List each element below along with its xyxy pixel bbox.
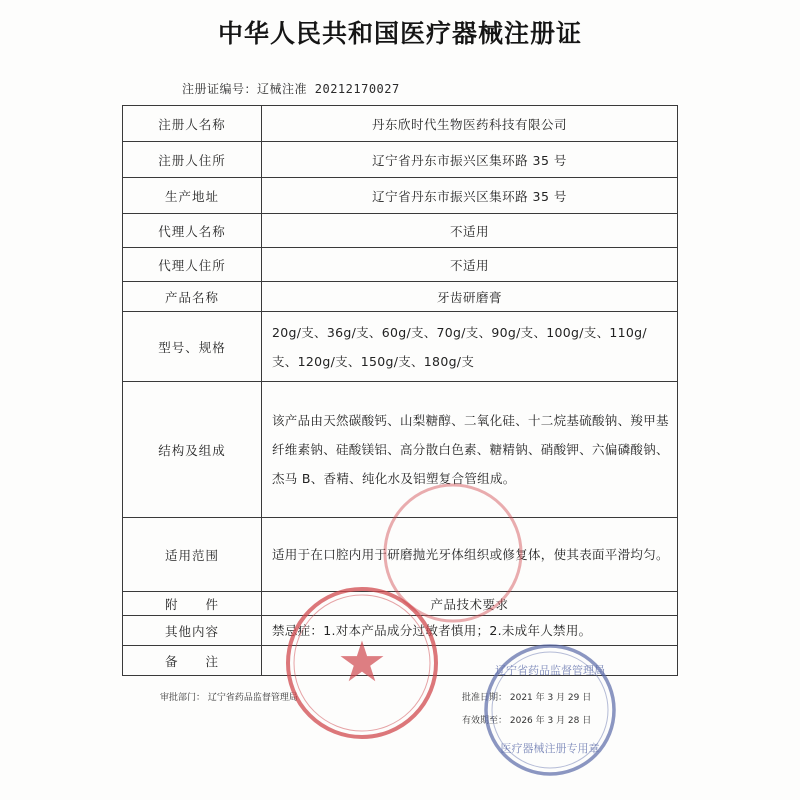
registration-number-label: 注册证编号： <box>182 82 258 96</box>
field-label: 适用范围 <box>123 518 262 592</box>
field-label: 型号、规格 <box>123 312 262 382</box>
table-row <box>123 248 678 282</box>
approval-department: 审批部门： 辽宁省药品监督管理局 <box>160 693 298 703</box>
table-row <box>123 214 678 248</box>
valid-until-date: 有效期至： 2026 年 3 月 28 日 <box>462 716 592 726</box>
field-label: 附 件 <box>123 592 262 616</box>
field-label: 结构及组成 <box>123 382 262 518</box>
document-title: 中华人民共和国医疗器械注册证 <box>217 19 582 48</box>
table-row <box>123 106 678 142</box>
field-value: 20g/支、36g/支、60g/支、70g/支、90g/支、100g/支、110g/支、120g/支、150g/支、180g/支 <box>262 312 678 382</box>
field-value: 辽宁省丹东市振兴区集环路 35 号 <box>262 142 678 178</box>
table-row <box>123 312 678 382</box>
field-value: 该产品由天然碳酸钙、山梨糖醇、二氧化硅、十二烷基硫酸钠、羧甲基纤维素钠、硅酸镁铝、高分散白色素、糖精钠、硝酸钾、六偏磷酸钠、杰马 B、香精、纯化水及铝塑复合管组成。 <box>262 382 678 518</box>
field-value: 牙齿研磨膏 <box>262 282 678 312</box>
approval-date: 批准日期： 2021 年 3 月 29 日 <box>462 693 592 703</box>
table-row <box>123 282 678 312</box>
seal-top-text: 辽宁省药品监督管理局 <box>495 664 605 677</box>
field-label: 代理人名称 <box>123 214 262 248</box>
certificate-table <box>122 105 678 676</box>
field-value: 适用于在口腔内用于研磨抛光牙体组织或修复体，使其表面平滑均匀。 <box>262 518 678 592</box>
table-row <box>123 646 678 676</box>
field-label: 注册人住所 <box>123 142 262 178</box>
field-value: 不适用 <box>262 214 678 248</box>
seal-bottom-text: 医疗器械注册专用章 <box>500 742 600 755</box>
table-row <box>123 178 678 214</box>
table-row <box>123 382 678 518</box>
table-row <box>123 592 678 616</box>
field-value <box>262 646 678 676</box>
field-label: 生产地址 <box>123 178 262 214</box>
field-value: 产品技术要求 <box>262 592 678 616</box>
field-label: 其他内容 <box>123 616 262 646</box>
registration-number-line <box>182 80 400 97</box>
field-label: 代理人住所 <box>123 248 262 282</box>
field-value: 不适用 <box>262 248 678 282</box>
seal-star: ★ <box>336 630 388 695</box>
field-label: 注册人名称 <box>123 106 262 142</box>
field-label: 产品名称 <box>123 282 262 312</box>
table-row <box>123 616 678 646</box>
table-row <box>123 518 678 592</box>
field-label: 备 注 <box>123 646 262 676</box>
field-value: 丹东欣时代生物医药科技有限公司 <box>262 106 678 142</box>
table-row <box>123 142 678 178</box>
field-value: 禁忌症：1.对本产品成分过敏者慎用；2.未成年人禁用。 <box>262 616 678 646</box>
registration-number: 辽械注准 20212170027 <box>257 82 400 96</box>
field-value: 辽宁省丹东市振兴区集环路 35 号 <box>262 178 678 214</box>
